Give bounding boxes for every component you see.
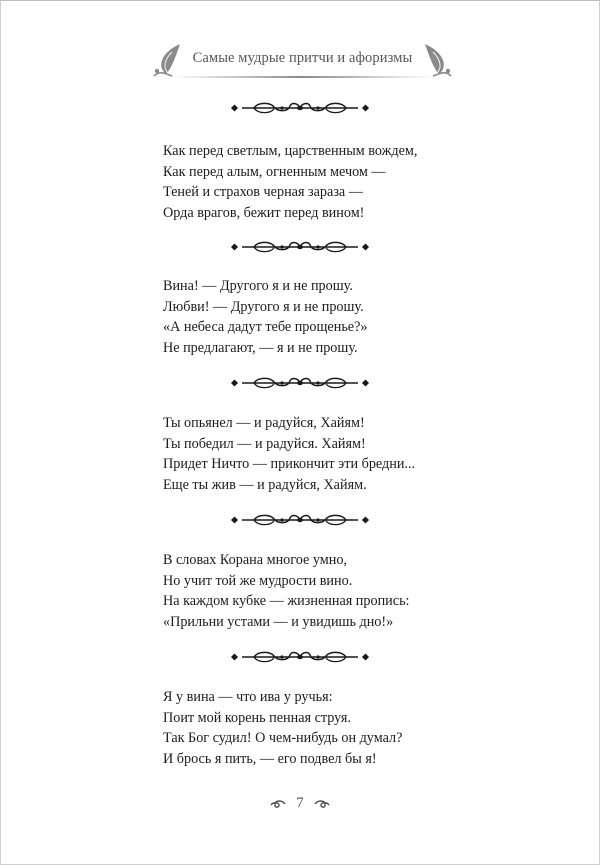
verse-line: Но учит той же мудрости вино. [163, 572, 353, 589]
page-footer [260, 795, 340, 815]
curl-icon [314, 799, 330, 809]
verse-line: Теней и страхов черная зараза — [163, 184, 363, 200]
header-rule [170, 76, 435, 78]
scroll-divider-icon [230, 649, 370, 665]
stanza-1 [163, 141, 503, 223]
verse-line: Орда врагов, бежит перед вином! [163, 204, 365, 221]
verse-line: Как перед светлым, царственным вождем, [163, 143, 418, 159]
verse-line: Поит мой корень пенная струя. [163, 709, 351, 726]
stanza-4 [163, 550, 503, 632]
verse-line: Ты победил — и радуйся. Хайям! [163, 435, 366, 452]
verse-line: «А небеса дадут тебе прощенье?» [163, 319, 368, 335]
stanza-5 [163, 687, 503, 769]
scroll-divider-icon [230, 100, 370, 116]
verse-line: Не предлагают, — я и не прошу. [163, 339, 358, 356]
verse-line: Ты опьянел — и радуйся, Хайям! [163, 415, 365, 431]
verse-line: Так Бог судил! О чем-нибудь он думал? [163, 730, 403, 746]
running-header-title: Самые мудрые притчи и афоризмы [192, 50, 413, 66]
verse-line: Я у вина — что ива у ручья: [163, 689, 333, 705]
verse-line: Еще ты жив — и радуйся, Хайям. [163, 476, 367, 493]
verse-line: В словах Корана многое умно, [163, 552, 347, 568]
scroll-divider-icon [230, 375, 370, 391]
verse-line: Как перед алым, огненным мечом — [163, 163, 386, 180]
running-header [150, 40, 455, 84]
verse-line: Любви! — Другого я и не прошу. [163, 298, 364, 315]
curl-icon [270, 799, 286, 809]
scroll-divider-icon [230, 239, 370, 255]
stanza-2 [163, 276, 503, 358]
verse-line: На каждом кубке — жизненная пропись: [163, 593, 410, 609]
stanza-3 [163, 413, 503, 495]
page-number: 7 [296, 795, 304, 812]
verse-line: И брось я пить, — его подвел бы я! [163, 750, 377, 767]
scroll-divider-icon [230, 512, 370, 528]
verse-line: «Прильни устами — и увидишь дно!» [163, 613, 394, 630]
verse-line: Вина! — Другого я и не прошу. [163, 278, 353, 294]
verse-line: Придет Ничто — прикончит эти бредни... [163, 456, 416, 472]
